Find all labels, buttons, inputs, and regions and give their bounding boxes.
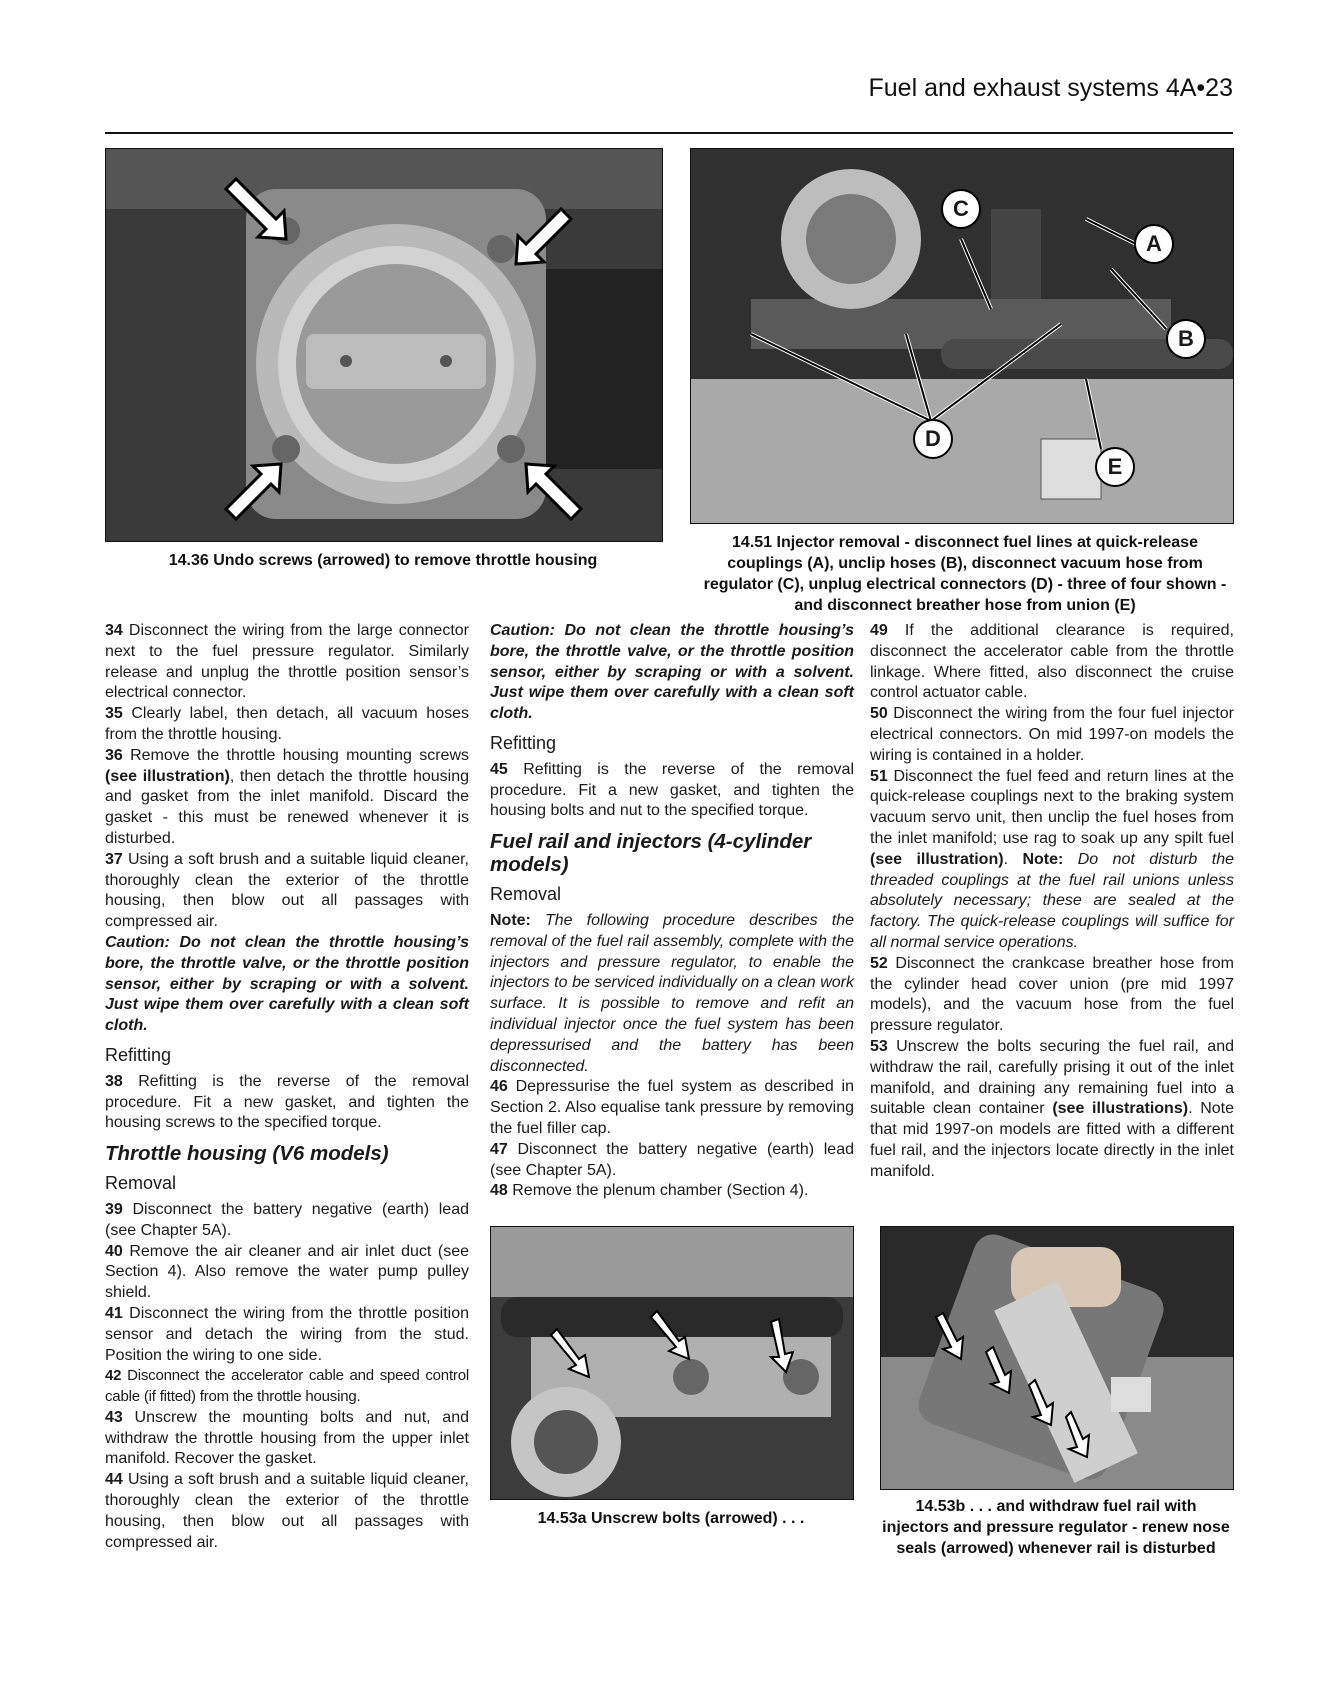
paragraph-34: 34 Disconnect the wiring from the large connector next to the fuel pressure regulator. Similarly release and unplug the throttle position sensor’s electrical connector. xyxy=(105,622,469,702)
paragraph-49: 49 If the additional clearance is required, disconnect the accelerator cable from the throttle linkage. Where fitted, also disconnect the cruise control actuator cable. xyxy=(870,622,1234,702)
caption-14-36: 14.36 Undo screws (arrowed) to remove throttle housing xyxy=(168,552,598,569)
paragraph-47: 47 Disconnect the battery negative (earth) lead (see Chapter 5A). xyxy=(490,1140,854,1179)
subheading-removal: Removal xyxy=(490,884,562,905)
caption-14-51: 14.51 Injector removal - disconnect fuel lines at quick-release couplings (A), unclip hoses (B), disconnect vacuum hose from regulator (C), unplug electrical connectors (D) - three of four shown - and disconnect breather hose from union (E) xyxy=(703,534,1227,614)
caption-14-53a: 14.53a Unscrew bolts (arrowed) . . . xyxy=(537,1510,805,1527)
paragraph-44: 44 Using a soft brush and a suitable liquid cleaner, thoroughly clean the exterior of the throttle housing, then blow out all passages with compressed air. xyxy=(105,1471,469,1551)
paragraph-35: 35 Clearly label, then detach, all vacuum hoses from the throttle housing. xyxy=(105,705,469,743)
paragraph-39: 39 Disconnect the battery negative (earth) lead (see Chapter 5A). xyxy=(105,1200,469,1239)
paragraph-51: 51 Disconnect the fuel feed and return lines at the quick-release couplings next to the braking system vacuum servo unit, then unclip the fuel hoses from the inlet manifold; use rag to soak up any spilt fuel (see illustration). Note: Do not disturb the threaded couplings at the fuel rail unions unless absolutely necessary; these are sealed at the factory. The quick-release couplings will suffice for all normal service operations. xyxy=(870,767,1234,951)
photo-withdraw-fuel-rail xyxy=(880,1226,1234,1490)
section-heading-fuel-rail: Fuel rail and injectors (4-cylinder models) xyxy=(490,830,812,877)
paragraph-36: 36 Remove the throttle housing mounting screws (see illustration), then detach the throttle housing and gasket from the inlet manifold. Discard the gasket - this must be renewed whenever it is disturbed. xyxy=(105,746,469,847)
paragraph-41: 41 Disconnect the wiring from the throttle position sensor and detach the wiring from the stud. Position the wiring to one side. xyxy=(105,1304,469,1364)
paragraph-45: 45 Refitting is the reverse of the removal procedure. Fit a new gasket, and tighten the housing bolts and nut to the specified torque. xyxy=(490,760,854,820)
paragraph-43: 43 Unscrew the mounting bolts and nut, and withdraw the throttle housing from the upper inlet manifold. Recover the gasket. xyxy=(105,1408,469,1468)
subheading-refitting: Refitting xyxy=(105,1044,172,1065)
paragraph-37: 37 Using a soft brush and a suitable liquid cleaner, thoroughly clean the exterior of the throttle housing, then blow out all passages with compressed air. xyxy=(105,850,469,931)
label-a-marker: A xyxy=(1134,224,1174,264)
text-column-3 xyxy=(870,621,1234,1183)
text-column-2 xyxy=(490,621,854,1202)
label-b-marker: B xyxy=(1166,319,1206,359)
label-d-marker: D xyxy=(913,419,953,459)
caption-14-53b: 14.53b . . . and withdraw fuel rail with injectors and pressure regulator - renew nose seals (arrowed) whenever rail is disturbed xyxy=(882,1498,1230,1557)
text-column-1 xyxy=(105,621,469,1553)
page-header xyxy=(105,72,1233,134)
paragraph-52: 52 Disconnect the crankcase breather hose from the cylinder head cover union (pre mid 1997 models), and the vacuum hose from the fuel pressure regulator. xyxy=(870,954,1234,1035)
subheading-removal: Removal xyxy=(105,1173,177,1194)
paragraph-53: 53 Unscrew the bolts securing the fuel rail, and withdraw the rail, carefully prising it out of the inlet manifold, and draining any remaining fuel into a suitable clean container (see illustrations). Note that mid 1997-on models are fitted with a different fuel rail, and the injectors locate directly in the inlet manifold. xyxy=(870,1037,1235,1180)
label-e-marker: E xyxy=(1095,447,1135,487)
photo-unscrew-bolts xyxy=(490,1226,854,1500)
paragraph-46: 46 Depressurise the fuel system as described in Section 2. Also equalise tank pressure by removing the fuel filler cap. xyxy=(490,1078,854,1137)
paragraph-40: 40 Remove the air cleaner and air inlet duct (see Section 4). Also remove the water pump pulley shield. xyxy=(105,1242,469,1302)
paragraph-50: 50 Disconnect the wiring from the four fuel injector electrical connectors. On mid 1997-on models the wiring is contained in a holder. xyxy=(870,705,1234,764)
note-paragraph: Note: The following procedure describes the removal of the fuel rail assembly, complete with the injectors and pressure regulator, to enable the injectors to be serviced individually on a clean work surface. It is possible to remove and refit an individual injector once the fuel system has been depressurised and the battery has been disconnected. xyxy=(490,911,854,1075)
paragraph-42: 42 Disconnect the accelerator cable and speed control cable (if fitted) from the throttle housing. xyxy=(105,1367,469,1406)
paragraph-38: 38 Refitting is the reverse of the removal procedure. Fit a new gasket, and tighten the housing screws to the specified torque. xyxy=(105,1072,469,1132)
subheading-refitting: Refitting xyxy=(490,732,557,753)
paragraph-48: 48 Remove the plenum chamber (Section 4). xyxy=(490,1182,809,1200)
photo-injector-removal xyxy=(690,148,1234,524)
photo-throttle-housing xyxy=(105,148,663,542)
caution-text: Caution: Do not clean the throttle housing’s bore, the throttle valve, or the throttle position sensor, either by scraping or with a solvent. Just wipe them over carefully with a clean soft cloth. xyxy=(105,933,469,1035)
page-title: Fuel and exhaust systems 4A•23 xyxy=(868,74,1233,102)
section-heading-v6: Throttle housing (V6 models) xyxy=(105,1142,389,1166)
caution-text: Caution: Do not clean the throttle housing’s bore, the throttle valve, or the throttle position sensor, either by scraping or with a solvent. Just wipe them over carefully with a clean soft cloth. xyxy=(490,622,854,723)
label-c-marker: C xyxy=(941,189,981,229)
